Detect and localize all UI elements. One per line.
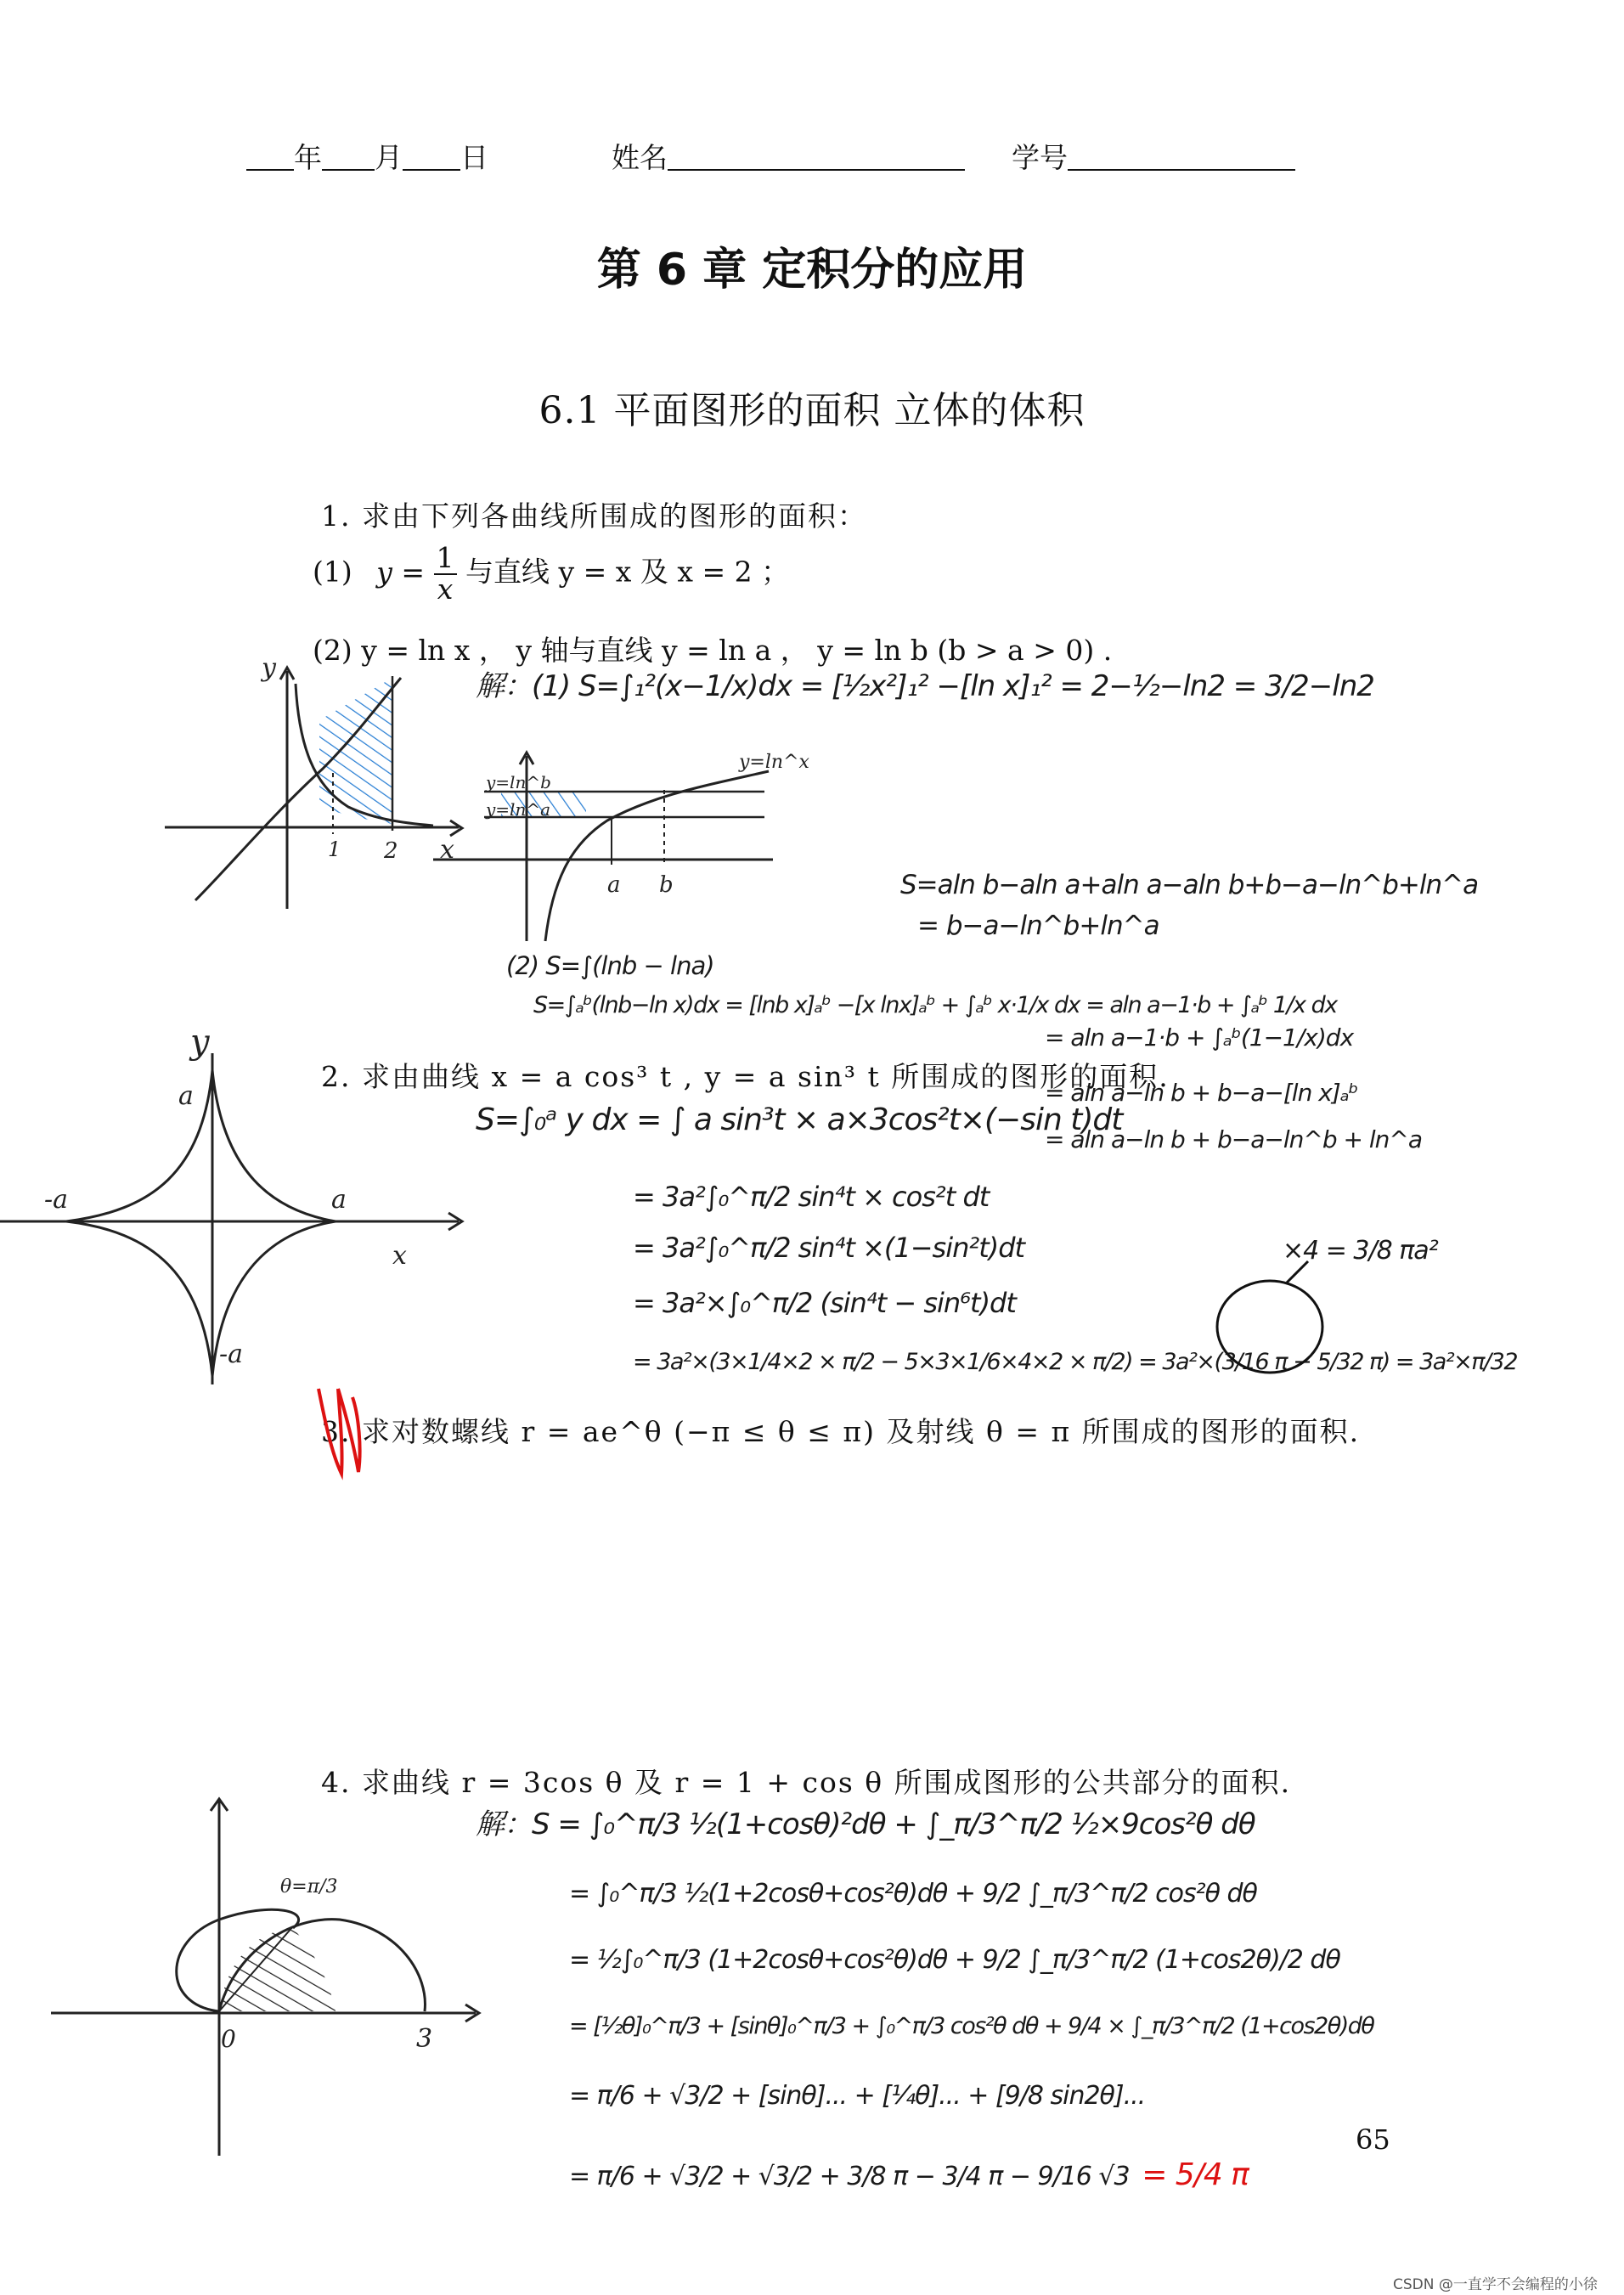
hw-p4-final-answer: = 5/4 π (1142, 2157, 1249, 2192)
p1-part1-rest: 与直线 y = x 及 x = 2 ； (465, 555, 790, 589)
hw-p1-line4: = aln a−1·b + ∫ₐᵇ(1−1/x)dx (1045, 1023, 1354, 1052)
red-check-mark (306, 1372, 391, 1482)
answer-circle (1189, 1257, 1359, 1376)
f2-label-curve: y=ln^x (739, 752, 809, 773)
f2-tick-a: a (607, 872, 621, 898)
frac-numerator: 1 (434, 544, 457, 575)
name-blank[interactable] (668, 144, 965, 171)
hw-p1-right2: = b−a−ln^b+ln^a (917, 911, 1159, 941)
f3-top-label: a (178, 1081, 194, 1111)
f1-x-label: x (440, 835, 454, 865)
hw-p2-line2: = 3a²∫₀^π/2 sin⁴t × cos²t dt (633, 1181, 990, 1213)
astroid-curve (66, 1070, 336, 1376)
f3-y-label: y (190, 1023, 210, 1062)
f2-label-ylnb: y=ln^b (486, 772, 551, 792)
figure-3-astroid (0, 1019, 476, 1393)
figure-4-polar (51, 1792, 484, 2157)
figure-2-logarithm (433, 739, 807, 943)
hw-p1-line3: S=∫ₐᵇ(lnb−ln x)dx = [lnb x]ₐᵇ −[x lnx]ₐᵇ + ∫ₐᵇ x·1/x dx = aln a−1·b + ∫ₐᵇ 1/x dx (533, 992, 1337, 1018)
hw-p1-line6: = aln a−ln b + b−a−ln^b + ln^a (1045, 1125, 1423, 1153)
f4-end-label: 3 (416, 2024, 433, 2054)
hw-p4-line3: = ½∫₀^π/3 (1+2cosθ+cos²θ)dθ + 9/2 ∫_π/3^π/2 (1+cos2θ)/2 dθ (569, 1945, 1340, 1975)
problem-1-stem: 1. 求由下列各曲线所围成的图形的面积： (321, 499, 867, 533)
month-label: 月 (375, 141, 403, 174)
problem-1-part-2: (2) y = ln x ， y 轴与直线 y = ln a ， y = ln b (b > a > 0) . (313, 634, 1113, 667)
hw-p2-line1: S=∫₀ᵃ y dx = ∫ a sin³t × a×3cos²t×(−sin t)dt (476, 1102, 1123, 1137)
f3-right-label: a (331, 1185, 347, 1215)
hw-p2-line4: = 3a²×∫₀^π/2 (sin⁴t − sin⁶t)dt (633, 1287, 1016, 1319)
problem-4-stem: 4. 求曲线 r = 3cos θ 及 r = 1 + cos θ 所围成图形的公共部分的面积. (321, 1766, 1292, 1799)
figure-1-hyperbola (153, 646, 476, 917)
hw-p2-note: ×4 = 3/8 πa² (1283, 1236, 1438, 1266)
problem-2-stem: 2. 求由曲线 x = a cos³ t , y = a sin³ t 所围成的图形的面积. (321, 1060, 1170, 1093)
f3-x-label: x (392, 1241, 407, 1271)
f4-theta-label: θ=π/3 (280, 1876, 338, 1897)
hw-p4-line6 (569, 2157, 1249, 2192)
hw-p1-line2: (2) S=∫(lnb − lna) (506, 951, 714, 980)
hw-p4-line4: = [½θ]₀^π/3 + [sinθ]₀^π/3 + ∫₀^π/3 cos²θ dθ + 9/4 × ∫_π/3^π/2 (1+cos2θ)dθ (569, 2013, 1374, 2039)
hw-p4-line6-text: = π/6 + √3/2 + √3/2 + 3/8 π − 3/4 π − 9/16 √3 (569, 2162, 1130, 2191)
f3-left-label: -a (44, 1185, 69, 1215)
hw-p4-line5: = π/6 + √3/2 + [sinθ]... + [¼θ]... + [9/8 sin2θ]... (569, 2081, 1146, 2111)
hw-p1-line5: = aln a−ln b + b−a−[ln x]ₐᵇ (1045, 1079, 1358, 1107)
student-id-blank[interactable] (1068, 144, 1295, 171)
hw-p2-line3: = 3a²∫₀^π/2 sin⁴t ×(1−sin²t)dt (633, 1232, 1025, 1264)
year-blank[interactable] (246, 144, 294, 171)
f4-origin-label: 0 (221, 2025, 236, 2053)
f1-tick-2: 2 (384, 838, 398, 864)
hw-p2-line5: = 3a²×(3×1/4×2 × π/2 − 5×3×1/6×4×2 × π/2) = 3a²×(3/16 π − 5/32 π) = 3a²×π/32 (633, 1349, 1518, 1375)
f1-y-label: y (262, 653, 276, 683)
p1-part1-fraction (434, 541, 457, 606)
chapter-title: 第 6 章 定积分的应用 (596, 245, 1028, 296)
hw-p1-right1: S=aln b−aln a+aln a−aln b+b−a−ln^b+ln^a (900, 870, 1479, 900)
watermark: CSDN @一直学不会编程的小徐 (1393, 2276, 1598, 2293)
p1-part1-label: (1) (313, 555, 352, 589)
month-blank[interactable] (322, 144, 375, 171)
common-region (219, 1928, 336, 2011)
year-label: 年 (294, 141, 322, 174)
day-label: 日 (460, 141, 488, 174)
section-title: 6.1 平面图形的面积 立体的体积 (539, 389, 1085, 432)
header-date-name-id (246, 136, 1295, 176)
day-blank[interactable] (403, 144, 460, 171)
f2-tick-b: b (659, 872, 674, 898)
f1-tick-1: 1 (328, 837, 341, 861)
hw-p4-line1: 解：S = ∫₀^π/3 ½(1+cosθ)²dθ + ∫_π/3^π/2 ½×9cos²θ dθ (476, 1807, 1255, 1841)
hw-p1-line1: 解：(1) S=∫₁²(x−1/x)dx = [½x²]₁² −[ln x]₁² = 2−½−ln2 = 3/2−ln2 (476, 669, 1374, 703)
f3-bottom-label: -a (219, 1339, 244, 1369)
name-label: 姓名 (612, 141, 668, 174)
problem-1-part-1 (313, 541, 790, 606)
problem-3-stem: 3. 求对数螺线 r = ae^θ (−π ≤ θ ≤ π) 及射线 θ = π 所围成的图形的面积. (321, 1415, 1361, 1448)
student-id-label: 学号 (1012, 141, 1068, 174)
page-number: 65 (1356, 2123, 1390, 2156)
p1-part1-lhs: y = (376, 555, 426, 589)
frac-denominator: x (437, 572, 454, 606)
f2-label-ylna: y=ln^a (486, 799, 551, 820)
hw-p4-line2: = ∫₀^π/3 ½(1+2cosθ+cos²θ)dθ + 9/2 ∫_π/3^π/2 cos²θ dθ (569, 1879, 1257, 1909)
